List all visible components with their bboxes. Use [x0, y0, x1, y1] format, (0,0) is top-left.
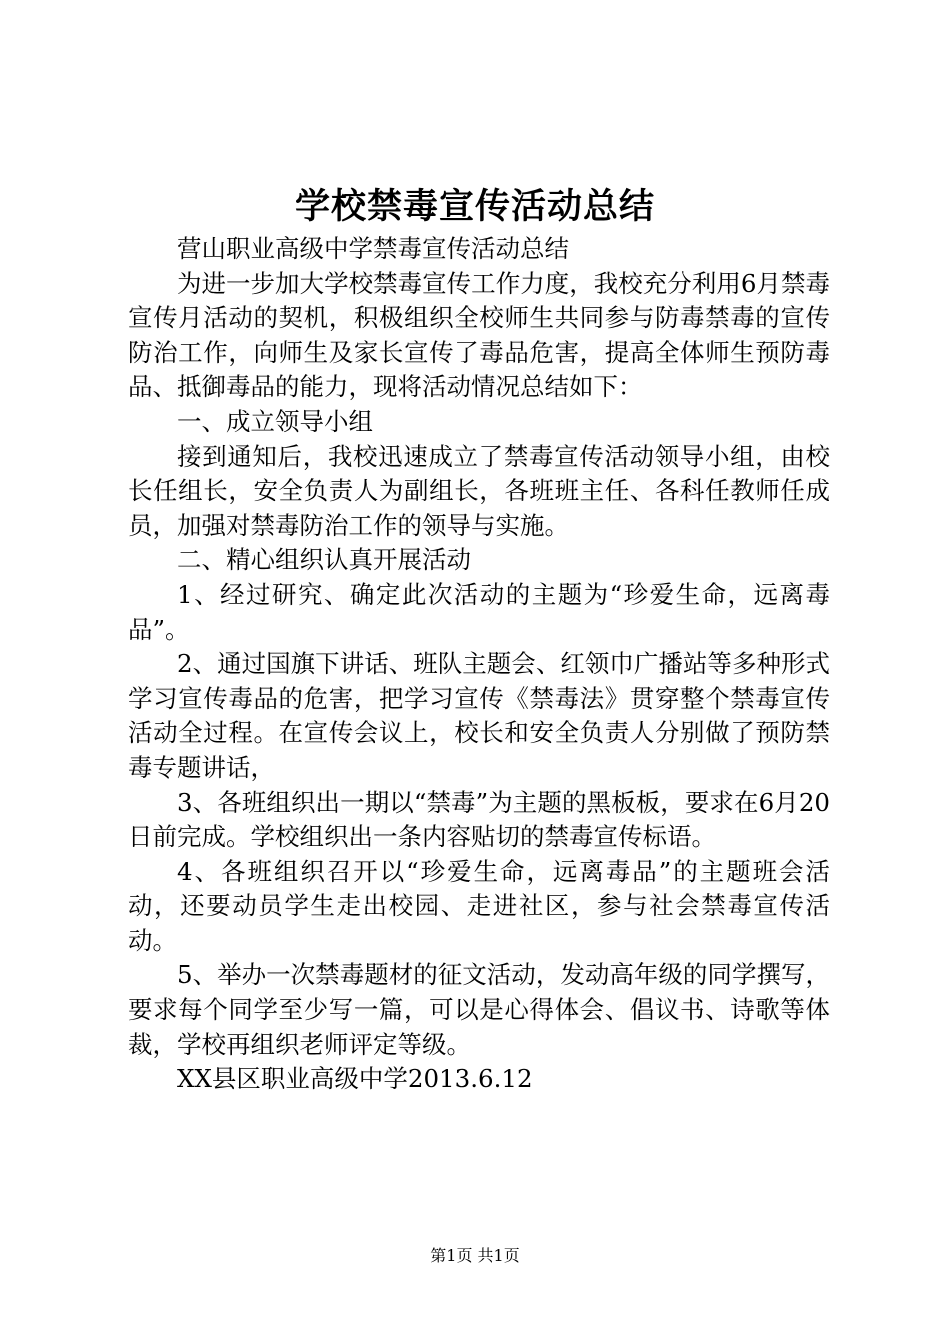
section-1-paragraph: 接到通知后，我校迅速成立了禁毒宣传活动领导小组，由校长任组长，安全负责人为副组长，各班班主任、各科任教师任成员，加强对禁毒防治工作的领导与实施。	[128, 441, 830, 540]
page-number-footer: 第1页 共1页	[430, 1246, 520, 1265]
activity-item-2: 2、通过国旗下讲话、班队主题会、红领巾广播站等多种形式学习宣传毒品的危害，把学习宣传《禁毒法》贯穿整个禁毒宣传活动全过程。在宣传会议上，校长和安全负责人分别做了预防禁毒专题讲话，	[128, 649, 830, 782]
intro-paragraph: 为进一步加大学校禁毒宣传工作力度，我校充分利用6月禁毒宣传月活动的契机，积极组织全校师生共同参与防毒禁毒的宣传防治工作，向师生及家长宣传了毒品危害，提高全体师生预防毒品、抵御毒品的能力，现将活动情况总结如下：	[128, 268, 830, 402]
document-title: 学校禁毒宣传活动总结	[294, 187, 655, 227]
activity-item-3: 3、各班组织出一期以“禁毒”为主题的黑板板，要求在6月20日前完成。学校组织出一条内容贴切的禁毒宣传标语。	[128, 787, 830, 852]
signature-date-paragraph: XX县区职业高级中学2013.6.12	[177, 1064, 533, 1094]
section-heading-1: 一、成立领导小组	[177, 406, 373, 436]
document-body	[128, 232, 830, 1097]
activity-item-5: 5、举办一次禁毒题材的征文活动，发动高年级的同学撰写，要求每个同学至少写一篇，可以是心得体会、倡议书、诗歌等体裁，学校再组织老师评定等级。	[128, 960, 830, 1059]
activity-item-1: 1、经过研究、确定此次活动的主题为“珍爱生命，远离毒品”。	[128, 579, 830, 644]
activity-item-4: 4、各班组织召开以“珍爱生命，远离毒品”的主题班会活动，还要动员学生走出校园、走进社区，参与社会禁毒宣传活动。	[128, 856, 830, 955]
section-heading-2: 二、精心组织认真开展活动	[177, 545, 471, 575]
school-heading-paragraph: 营山职业高级中学禁毒宣传活动总结	[177, 234, 569, 263]
